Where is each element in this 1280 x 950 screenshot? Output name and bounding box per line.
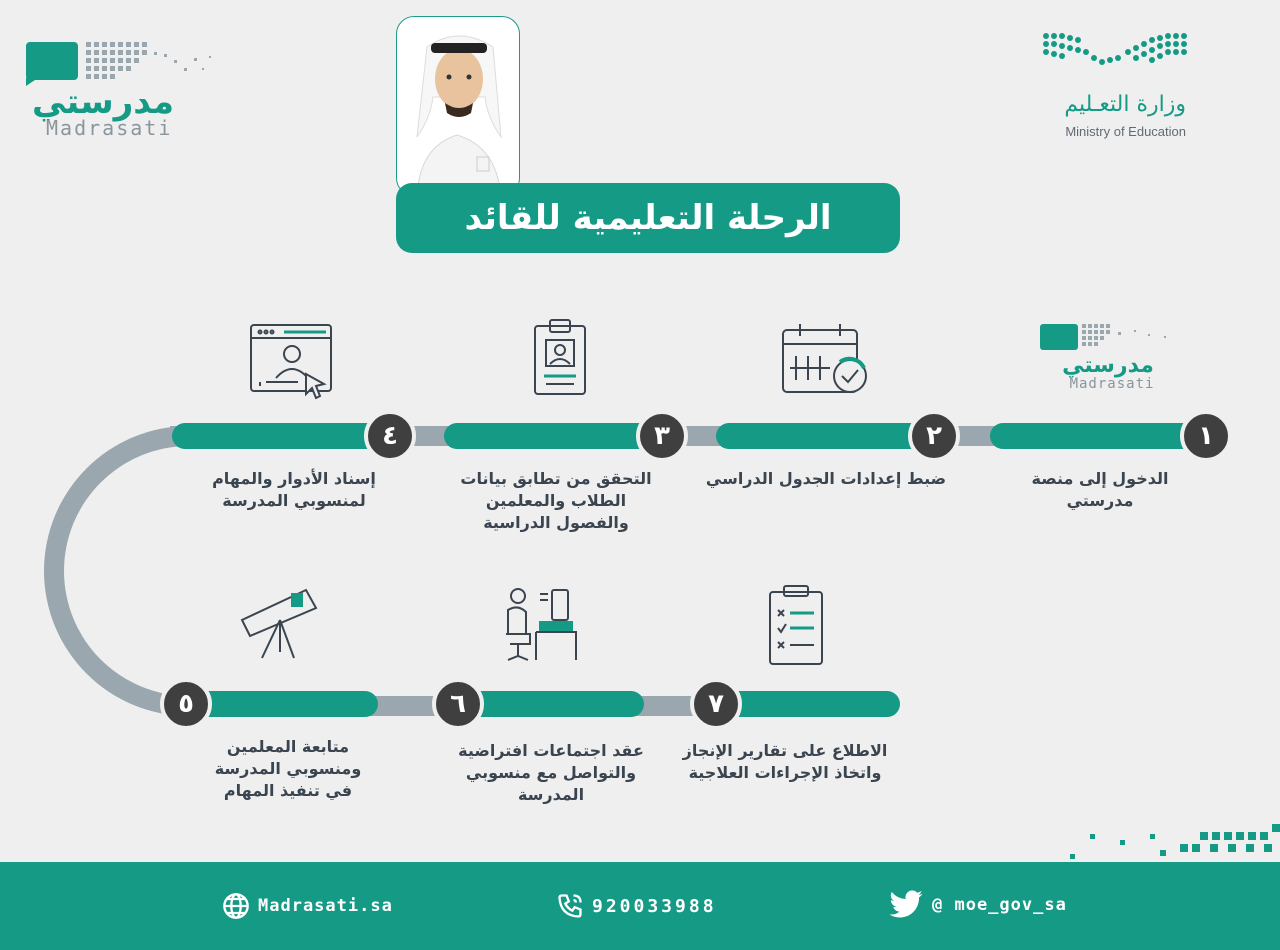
brand-ar: مدرستي [32, 82, 174, 122]
twitter-link[interactable] [888, 890, 1067, 920]
svg-text:مدرستي: مدرستي [1062, 353, 1154, 378]
page-title: الرحلة التعليمية للقائد [396, 183, 900, 253]
step-5-line-1: متابعة المعلمين [226, 737, 350, 756]
step-3-line-1: التحقق من تطابق بيانات [460, 469, 652, 488]
checklist-icon [766, 584, 826, 672]
svg-text:Madrasati: Madrasati [1069, 376, 1155, 392]
step-number-7: ٧ [690, 678, 742, 730]
step-bar-1 [990, 423, 1210, 449]
madrasati-logo [24, 38, 224, 148]
step-3-line-2: الطلاب والمعلمين [485, 491, 627, 510]
step-3-line-3: والفصول الدراسية [483, 513, 629, 532]
step-number-3: ٣ [636, 410, 688, 462]
step-4-line-1: إسناد الأدوار والمهام [212, 469, 376, 488]
step-number-6: ٦ [432, 678, 484, 730]
twitter-icon [888, 890, 924, 920]
step-number-4: ٤ [364, 410, 416, 462]
decorative-dots [1060, 820, 1280, 862]
step-text-6 [436, 740, 666, 806]
globe-icon [222, 892, 250, 920]
step-text-1 [1010, 468, 1190, 512]
id-badge-icon [532, 318, 588, 402]
twitter-handle: @ moe_gov_sa [932, 895, 1067, 915]
step-7-line-2: واتخاذ الإجراءات العلاجية [688, 763, 882, 782]
step-number-2: ٢ [908, 410, 960, 462]
step-2-line-1: ضبط إعدادات الجدول الدراسي [705, 469, 947, 488]
telescope-icon [236, 582, 326, 666]
step-text-3 [446, 468, 666, 534]
step-6-line-1: عقد اجتماعات افتراضية [458, 741, 644, 760]
phone-icon [556, 892, 584, 920]
step-5-line-2: ومنسوبي المدرسة [214, 759, 362, 778]
phone-link[interactable] [556, 892, 717, 920]
step-text-5 [188, 736, 388, 802]
step-number-5: ٥ [160, 678, 212, 730]
calendar-check-icon [780, 322, 872, 402]
step-5-line-3: في تنفيذ المهام [223, 781, 353, 800]
step-7-line-1: الاطلاع على تقارير الإنجاز [682, 741, 888, 760]
leader-avatar [396, 16, 520, 196]
madrasati-logo-icon [1038, 322, 1178, 396]
step-1-line-1: الدخول إلى منصة [1031, 469, 1169, 488]
step-number-1: ١ [1180, 410, 1232, 462]
website-link[interactable] [222, 892, 393, 920]
phone-number: 920033988 [592, 895, 717, 917]
step-text-2 [696, 468, 956, 490]
step-text-7 [670, 740, 900, 784]
ministry-en: Ministry of Education [1065, 124, 1186, 139]
step-6-line-3: المدرسة [517, 785, 585, 804]
step-1-line-2: مدرستي [1066, 491, 1134, 510]
footer [0, 862, 1280, 950]
desk-computer-icon [500, 586, 580, 668]
browser-user-icon [248, 322, 338, 406]
brand-en: Madrasati [46, 116, 173, 140]
step-6-line-2: والتواصل مع منسوبي [465, 763, 637, 782]
ministry-logo [1008, 28, 1188, 143]
ministry-ar: وزارة التعـليم [1064, 92, 1186, 117]
step-4-line-2: لمنسوبي المدرسة [222, 491, 366, 510]
step-text-4 [194, 468, 394, 512]
website-url: Madrasati.sa [258, 896, 393, 916]
